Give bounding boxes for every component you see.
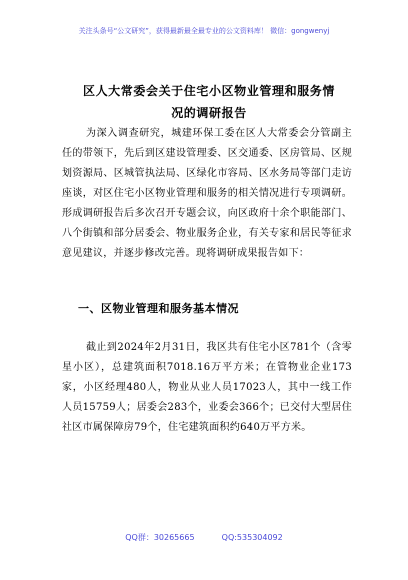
document-title: 区人大常委会关于住宅小区物业管理和服务情况的调研报告	[82, 84, 335, 120]
section-heading-1: 一、区物业管理和服务基本情况	[78, 302, 239, 315]
footer-qq: QQ:535304092	[221, 533, 283, 542]
footer-contact	[0, 532, 408, 543]
section-1-paragraph: 截止到2024年2月31日，我区共有住宅小区781个（含零星小区），总建筑面积7018.16万平方米；在管物业企业173家，小区经理480人，物业从业人员17023人，其中一线工作人员15759人；居委会283个，业委会366个；已交付大型居住社区市属保障房79个，住宅建筑面积约640万平方米。	[62, 342, 352, 433]
intro-paragraph: 为深入调查研究，城建环保工委在区人大常委会分管副主任的带领下，先后到区建设管理委、区交通委、区房管局、区规划资源局、区城管执法局、区绿化市容局、区水务局等部门走访座谈，对区住宅小区物业管理和服务的相关情况进行专项调研。形成调研报告后多次召开专题会议，向区政府十余个职能部门、八个街镇和部分居委会、物业服务企业，有关专家和居民等征求意见建议，并逐步修改完善。现将调研成果报告如下：	[62, 128, 352, 259]
footer-qq-group: QQ群：30265665	[125, 533, 195, 542]
header-banner: 关注头条号“公文研究”，获得最新最全最专业的公文资料库！ 微信：gongwenyj	[78, 27, 330, 35]
